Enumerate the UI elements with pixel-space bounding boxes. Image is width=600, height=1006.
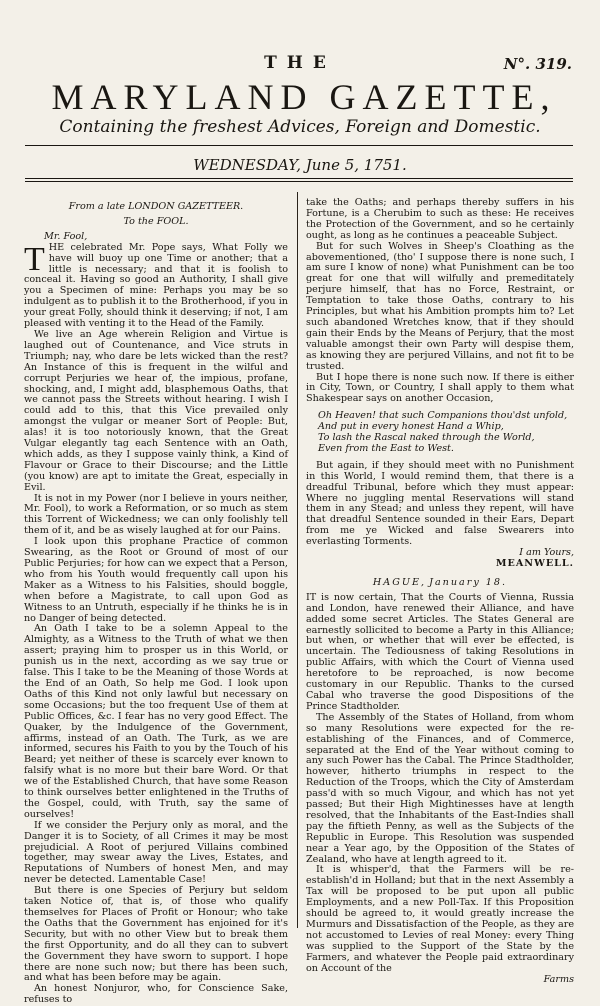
verse-line: And put in every honest Hand a Whip, — [318, 421, 504, 433]
opening-paragraph — [24, 240, 288, 330]
verse-quote — [318, 411, 574, 455]
verse-line: Even from the East to West. — [318, 442, 454, 454]
paragraph-6: If we consider the Perjury only as moral, and the Danger it is to Society, of all Crimes it may be most prejudicial. A Root of perjured Villains combined together, may swear away the Lives, Estates, and Reputations of Numbers of honest Men, and may never be detected. Lamentable Case! — [24, 819, 288, 886]
paragraph-shakespear: But I hope there is none such now. If there is either in City, Town, or Country, I shall apply to them what Shakespear says on another Occasion, — [306, 371, 574, 405]
paragraph-1: HE celebrated Mr. Pope says, What Folly we have will buoy up one Time or another; that a little is necessary; and that it is foolish to conceal it. Having so good an Authority, I shall give you a Specimen of mine: Perhaps you may be so indulgent as to publish it to the Brotherhood, if you in your great Folly, should think it deserving; if not, I am pleased with venting it to the Head of the Family. — [24, 241, 288, 330]
dateline — [306, 578, 574, 589]
masthead — [0, 0, 600, 185]
salutation: Mr. Fool, — [44, 230, 88, 242]
paragraph-tribunal: But again, if they should meet with no Punishment in this World, I would remind them, that there is a dreadful Tribunal, before which they must appear: Where no juggling mental Reservations will stand them in any Stead; and unless they repent, will have that dreadful Sentence sounded in their Ears, Depart from me ye Wicked and false Swearers into everlasting Torments. — [306, 459, 574, 548]
column-divider — [297, 192, 298, 928]
hague-paragraph-3: It is whisper'd, that the Farmers will be re-establish'd in Holland; but that in the next Assembly a Tax will be proposed to be put upon all public Employments, and a new Poll-Tax. If this Proposition should be agreed to, it would greatly increase the Murmurs and Dissatisfaction of the People, as they are not accustomed to Levies of real Money: every Thing was supplied to the Support of the State by the Farmers, and whatever the People paid extraordinary on Account of the — [306, 864, 574, 974]
drop-cap: T — [24, 240, 45, 278]
paragraph-8: An honest Nonjuror, who, for Conscience Sake, refuses to — [24, 983, 288, 1006]
date-rule-upper — [25, 178, 573, 179]
issue-date: WEDNESDAY, June 5, 1751. — [193, 156, 407, 174]
hague-paragraph-2: The Assembly of the States of Holland, from whom so many Resolutions were expected for the re-establishing of the Finances, and of Commerce, separated at the End of the Year without coming to any such Power has the Cabal. The Prince Stadtholder, however, hitherto triumphs in respect to the Reduction of the Troops, which the City of Amsterdam pass'd with so much Vigour, and which has not yet passed; But their High Mightinesses have at length resolved, that the Inhabitants of the East-Indies shall pay the fiftieth Penny, as well as the Subjects of the Republic in Europe. This Resolution was suspended near a Year ago, by the Opposition of the States of Zealand, who have at length agreed to it. — [306, 711, 574, 865]
masthead-rule — [25, 145, 573, 146]
right-column — [306, 198, 574, 985]
newspaper-title: MARYLAND GAZETTE, — [51, 77, 557, 117]
article-addressee: To the FOOL. — [123, 215, 189, 227]
paragraph-4: I look upon this prophane Practice of common Swearing, as the Root or Ground of most of our Public Perjuries; for how can we expect that a Person, who from his Youth would frequently call upon his Maker as a Witness to his Falsities, should boggle, when before a Magistrate, to call upon God as Witness to an Untruth, especially if he thinks he is in no Danger of being detected. — [24, 536, 288, 624]
verse-line: Oh Heaven! that such Companions thou'dst unfold, — [318, 410, 568, 422]
catchword: Farms — [543, 973, 574, 985]
paragraph-wolves: But for such Wolves in Sheep's Cloathing as the abovementioned, (tho' I suppose there is none such, I am sure I know of none) what Punishment can be too great for one that will wilfully and premeditately perjure himself, that has no Force, Restraint, or Temptation to take those Oaths, contrary to his Principles, but what his Ambition prompts him to? Let such abandoned Wretches know, that if they should gain their Ends by the Means of Perjury, that the most valuable amongst their own Party will despise them, as knowing they are perjured Villains, and not fit to be trusted. — [306, 240, 574, 372]
verse-line: To lash the Rascal naked through the World, — [318, 432, 535, 444]
paragraph-5: An Oath I take to be a solemn Appeal to the Almighty, as a Witness to the Truth of what we then assert; praying him to prosper us in this World, or punish us in the next, according as we say true or false. This I take to be the Meaning of those Words at the End of an Oath, So help me God. I look upon Oaths of this Kind not only lawful but necessary on some Occasions; but the too frequent Use of them at Public Offices, &c. I fear has no very good Effect. The Quaker, by the Indulgence of the Government, affirms, instead of an Oath. The Turk, as we are informed, secures his Faith to you by the Touch of his Beard; yet neither of these is scarcely ever known to falsify what is no more but their bare Word. Or that we of the Established Church, that have some Reason to think ourselves better enlightened in the Truths of the Gospel, could, with Truth, say the same of ourselves! — [24, 623, 288, 820]
newspaper-subtitle: Containing the freshest Advices, Foreign and Domestic. — [59, 117, 541, 137]
signature: MEANWELL. — [495, 558, 574, 569]
continued-paragraph: take the Oaths; and perhaps thereby suffers in his Fortune, is a Cherubim to such as these: He receives the Protection of the Government, and so he certainly ought, as long as he continues a peaceable Subject. — [306, 197, 574, 241]
date-rule-lower — [25, 181, 573, 182]
article-source: From a late LONDON GAZETTEER. — [68, 201, 244, 212]
dateline-place: HAGUE, — [372, 576, 427, 588]
dateline-date: January 18. — [429, 576, 508, 588]
issue-number: N°. 319. — [503, 55, 572, 73]
paragraph-7: But there is one Species of Perjury but seldom taken Notice of, that is, of those who qualify themselves for Places of Profit or Honour; who take the Oaths that the Government has enjoined for it's Security, but with no other View but to break them the first Opportunity, and do all they can to subvert the Government they have sworn to support. I hope there are none such now; but there has been such, and what has been before may be again. — [24, 885, 288, 984]
masthead-the: THE — [264, 53, 336, 73]
closing: I am Yours, — [519, 547, 574, 559]
left-column — [24, 198, 288, 1006]
paragraph-2: We live an Age wherein Religion and Virtue is laughed out of Countenance, and Vice struts in Triumph; nay, who dare be lets wicked than the rest? An Instance of this is frequent in the wilful and corrupt Perjuries we hear of, the impious, profane, shocking, and, I might add, blasphemous Oaths, that we cannot pass the Streets without hearing. I wish I could add to this, that this Vice prevailed only amongst the vulgar or meaner Sort of People: But, alas! it is too notoriously known, that the Great Vulgar elegantly tag each Sentence with an Oath, which adds, as they I suppose vainly think, a Kind of Flavour or Grace to their Discourse; and the Little (you know) are apt to imitate the Great, especially in Evil. — [24, 328, 288, 493]
paragraph-3: It is not in my Power (nor I believe in yours neither, Mr. Fool), to work a Reformation, or so much as stem this Torrent of Wickedness; we can only foolishly tell them of it, and be as wisely laughed at for our Pains. — [24, 492, 288, 537]
hague-paragraph-1: IT is now certain, That the Courts of Vienna, Russia and London, have renewed their Alliance, and have added some secret Articles. The States General are earnestly sollicited to become a Party in this Alliance; but when, or whether that will ever be effected, is uncertain. The Tediousness of taking Resolutions in public Affairs, with which the Court of Vienna used heretofore to be reproached, is now become customary in our Republic. Thanks to the cursed Cabal who traverse the good Dispositions of the Prince Stadtholder. — [306, 591, 574, 712]
